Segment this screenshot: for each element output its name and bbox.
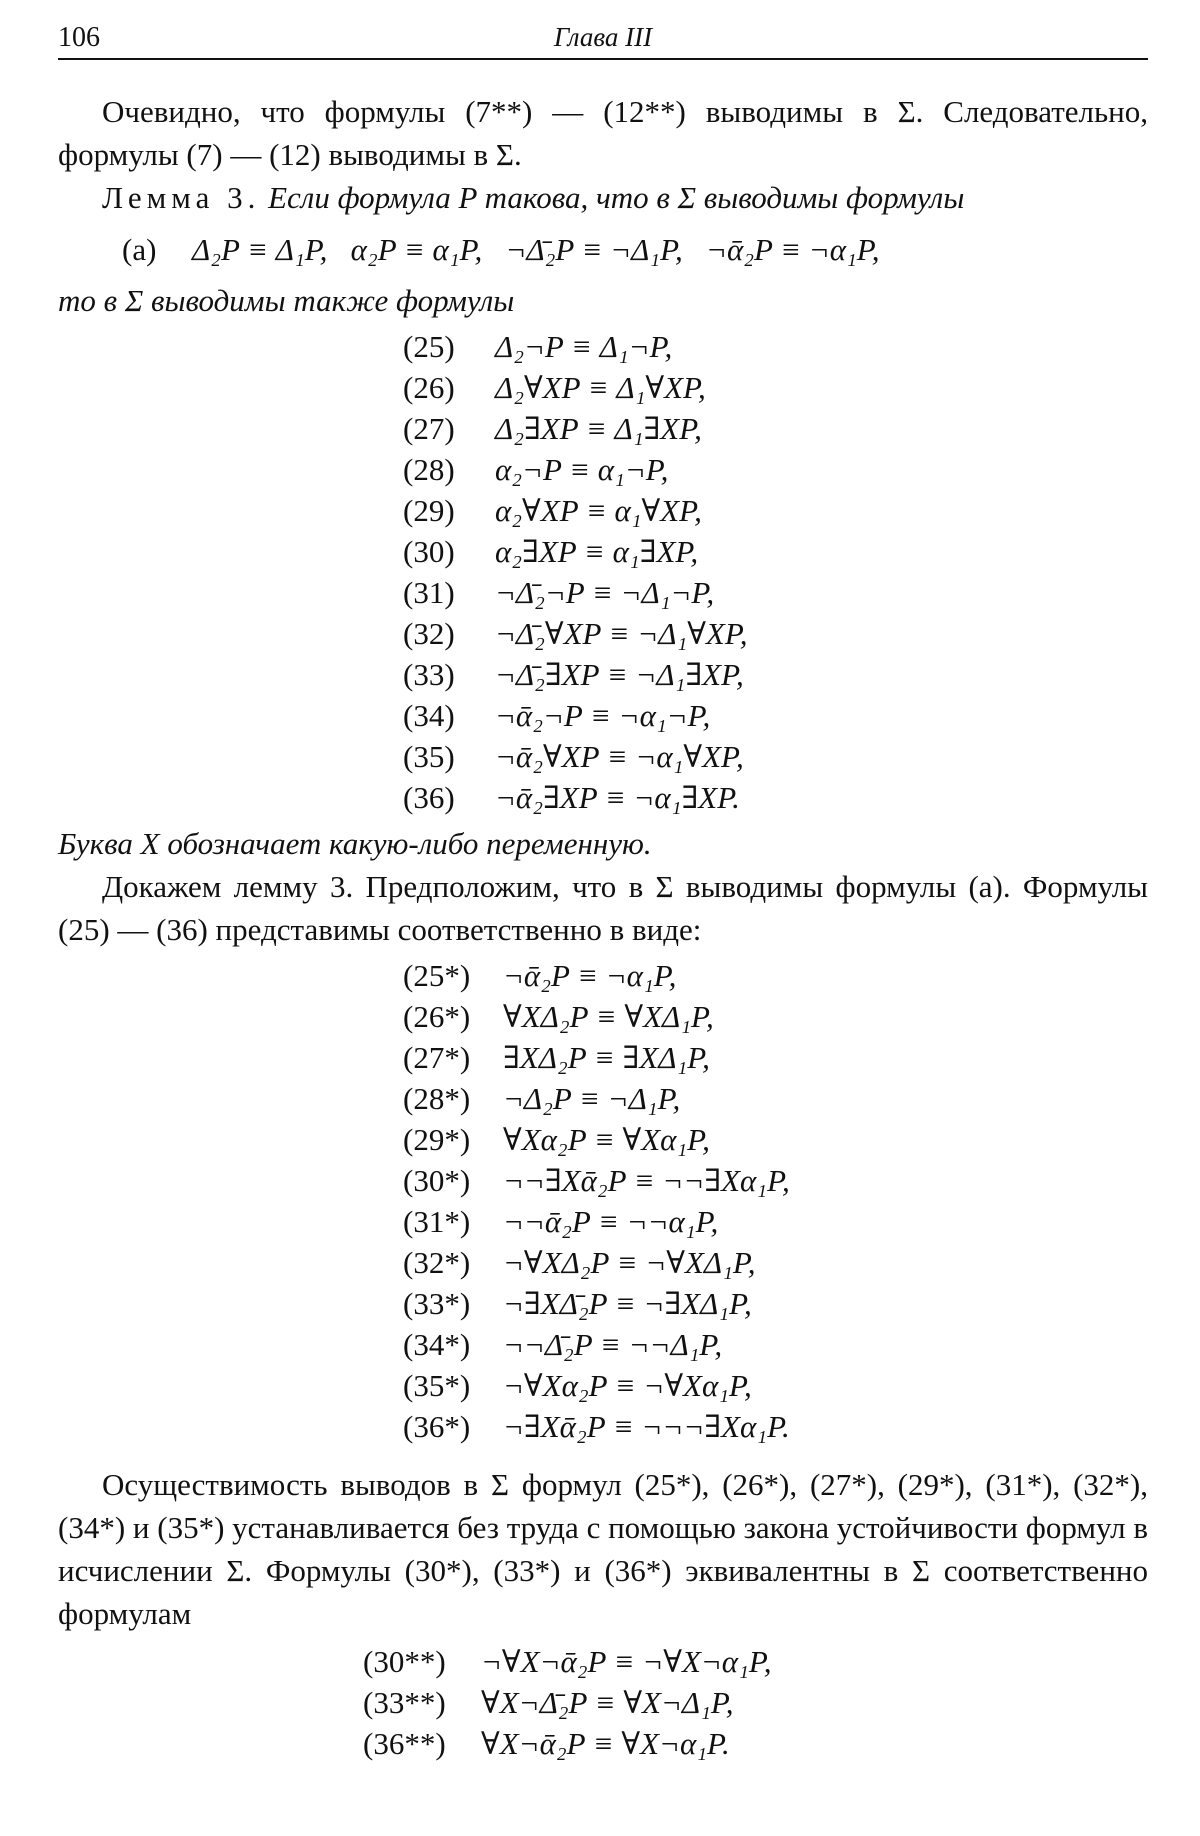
formula-row bbox=[363, 1682, 1148, 1723]
formula-number: (31) bbox=[403, 574, 455, 610]
paragraph-derivability: Очевидно, что формулы (7**) — (12**) выводимы в Σ. Следовательно, формулы (7) — (12) выводимы в Σ. bbox=[58, 94, 1148, 172]
formula-row bbox=[403, 1324, 1148, 1365]
formula-text: ¬¬∃Xᾱ₂P ≡ ¬¬∃Xα₁P, bbox=[503, 1162, 790, 1198]
formula-text: ¬¬Δ̄₂P ≡ ¬¬Δ₁P, bbox=[503, 1326, 723, 1362]
formula-text: ¬∀X¬ᾱ₂P ≡ ¬∀X¬α₁P, bbox=[481, 1643, 772, 1679]
formula-row bbox=[403, 1283, 1148, 1324]
formula-text: α₂∃XP ≡ α₁∃XP, bbox=[495, 533, 699, 569]
formula-text: ¬ᾱ₂P ≡ ¬α₁P, bbox=[503, 957, 677, 993]
formula-text: Δ₂∀XP ≡ Δ₁∀XP, bbox=[495, 369, 706, 405]
formula-list-double-star bbox=[363, 1641, 1148, 1764]
page-header bbox=[58, 14, 1148, 60]
formula-number: (35*) bbox=[403, 1367, 471, 1403]
formula-number: (33**) bbox=[363, 1684, 446, 1720]
formula-number: (32) bbox=[403, 615, 455, 651]
formula-number: (26) bbox=[403, 369, 455, 405]
formula-number: (30) bbox=[403, 533, 455, 569]
formula-row bbox=[403, 326, 1148, 367]
formula-text: ∀XΔ₂P ≡ ∀XΔ₁P, bbox=[503, 998, 714, 1034]
formula-text: ¬∀Xα₂P ≡ ¬∀Xα₁P, bbox=[503, 1367, 752, 1403]
formula-number: (26*) bbox=[403, 998, 471, 1034]
formula-number: (33*) bbox=[403, 1285, 471, 1321]
lemma-conclusion: то в Σ выводимы также формулы bbox=[58, 283, 515, 318]
formula-text: ¬∃XΔ̄₂P ≡ ¬∃XΔ₁P, bbox=[503, 1285, 752, 1321]
formula-list-25-36 bbox=[403, 326, 1148, 818]
formula-row bbox=[403, 408, 1148, 449]
formula-number: (36**) bbox=[363, 1725, 446, 1761]
formula-row bbox=[403, 777, 1148, 818]
formula-text: ∀Xα₂P ≡ ∀Xα₁P, bbox=[503, 1121, 710, 1157]
formula-text: ¬Δ̄₂∃XP ≡ ¬Δ₁∃XP, bbox=[495, 656, 744, 692]
formula-row bbox=[403, 1406, 1148, 1447]
formula-text: ∀X¬ᾱ₂P ≡ ∀X¬α₁P. bbox=[481, 1725, 730, 1761]
formula-text: ¬ᾱ₂∀XP ≡ ¬α₁∀XP, bbox=[495, 738, 744, 774]
formula-number: (34) bbox=[403, 697, 455, 733]
paragraph-feasibility: Осуществимость выводов в Σ формул (25*), (26*), (27*), (29*), (31*), (32*), (34*) и (35*) устанавливается без труда с помощью закона устойчивости формул в исчислении Σ. Формулы (30*), (33*) и (36*) эквивалентны в Σ соответственно формулам bbox=[58, 1467, 1148, 1631]
formula-row bbox=[403, 1201, 1148, 1242]
formula-text: ¬∀XΔ₂P ≡ ¬∀XΔ₁P, bbox=[503, 1244, 756, 1280]
formula-text: ¬ᾱ₂∃XP ≡ ¬α₁∃XP. bbox=[495, 779, 740, 815]
formula-text: Δ₂¬P ≡ Δ₁¬P, bbox=[495, 328, 673, 364]
paragraph-letter-x: Буква X обозначает какую-либо переменную. bbox=[58, 826, 652, 861]
formula-number: (35) bbox=[403, 738, 455, 774]
formula-number: (29) bbox=[403, 492, 455, 528]
formula-text: ¬Δ₂P ≡ ¬Δ₁P, bbox=[503, 1080, 681, 1116]
formula-row bbox=[403, 1119, 1148, 1160]
formula-row bbox=[403, 490, 1148, 531]
formula-row bbox=[403, 1037, 1148, 1078]
formula-number: (31*) bbox=[403, 1203, 471, 1239]
formula-row bbox=[403, 654, 1148, 695]
formula-text: ¬Δ̄₂¬P ≡ ¬Δ₁¬P, bbox=[495, 574, 715, 610]
formula-number: (30**) bbox=[363, 1643, 446, 1679]
formula-number: (33) bbox=[403, 656, 455, 692]
formula-text: ¬¬ᾱ₂P ≡ ¬¬α₁P, bbox=[503, 1203, 719, 1239]
formula-a-text: Δ₂P ≡ Δ₁P, α₂P ≡ α₁P, ¬Δ̄₂P ≡ ¬Δ₁P, ¬ᾱ₂P ≡ ¬α₁P, bbox=[192, 232, 880, 267]
formula-row bbox=[403, 531, 1148, 572]
formula-row bbox=[403, 736, 1148, 777]
formula-row bbox=[403, 955, 1148, 996]
formula-list-25star-36star bbox=[403, 955, 1148, 1447]
formula-text: ¬∃Xᾱ₂P ≡ ¬¬¬∃Xα₁P. bbox=[503, 1408, 790, 1444]
formula-number: (28) bbox=[403, 451, 455, 487]
formula-number: (30*) bbox=[403, 1162, 471, 1198]
formula-row bbox=[403, 572, 1148, 613]
book-page bbox=[58, 14, 1148, 1764]
formula-row bbox=[403, 1160, 1148, 1201]
formula-number: (27) bbox=[403, 410, 455, 446]
formula-row bbox=[403, 449, 1148, 490]
formula-number: (36) bbox=[403, 779, 455, 815]
formula-text: α₂∀XP ≡ α₁∀XP, bbox=[495, 492, 702, 528]
formula-row bbox=[363, 1641, 1148, 1682]
formula-number: (34*) bbox=[403, 1326, 471, 1362]
formula-row bbox=[403, 367, 1148, 408]
formula-text: ∃XΔ₂P ≡ ∃XΔ₁P, bbox=[503, 1039, 710, 1075]
formula-number: (36*) bbox=[403, 1408, 471, 1444]
formula-row bbox=[363, 1723, 1148, 1764]
formula-row bbox=[403, 996, 1148, 1037]
formula-number: (25) bbox=[403, 328, 455, 364]
formula-number: (29*) bbox=[403, 1121, 471, 1157]
lemma-text: Если формула P такова, что в Σ выводимы формулы bbox=[268, 180, 965, 215]
formula-row bbox=[403, 695, 1148, 736]
formula-row bbox=[403, 1365, 1148, 1406]
formula-number: (28*) bbox=[403, 1080, 471, 1116]
formula-a bbox=[122, 225, 1148, 275]
formula-text: α₂¬P ≡ α₁¬P, bbox=[495, 451, 669, 487]
formula-number: (27*) bbox=[403, 1039, 471, 1075]
lemma-statement bbox=[58, 176, 1148, 219]
formula-a-label: (a) bbox=[122, 232, 157, 267]
formula-row bbox=[403, 613, 1148, 654]
lemma-label: Лемма 3. bbox=[102, 180, 261, 215]
paragraph-proof: Докажем лемму 3. Предположим, что в Σ выводимы формулы (a). Формулы (25) — (36) представимы соответственно в виде: bbox=[58, 869, 1148, 947]
formula-text: ∀X¬Δ̄₂P ≡ ∀X¬Δ₁P, bbox=[481, 1684, 734, 1720]
running-title: Глава III bbox=[553, 22, 653, 52]
formula-number: (32*) bbox=[403, 1244, 471, 1280]
formula-row bbox=[403, 1078, 1148, 1119]
formula-text: ¬ᾱ₂¬P ≡ ¬α₁¬P, bbox=[495, 697, 711, 733]
page-number: 106 bbox=[58, 22, 100, 53]
formula-text: ¬Δ̄₂∀XP ≡ ¬Δ₁∀XP, bbox=[495, 615, 748, 651]
formula-number: (25*) bbox=[403, 957, 471, 993]
formula-row bbox=[403, 1242, 1148, 1283]
formula-text: Δ₂∃XP ≡ Δ₁∃XP, bbox=[495, 410, 702, 446]
